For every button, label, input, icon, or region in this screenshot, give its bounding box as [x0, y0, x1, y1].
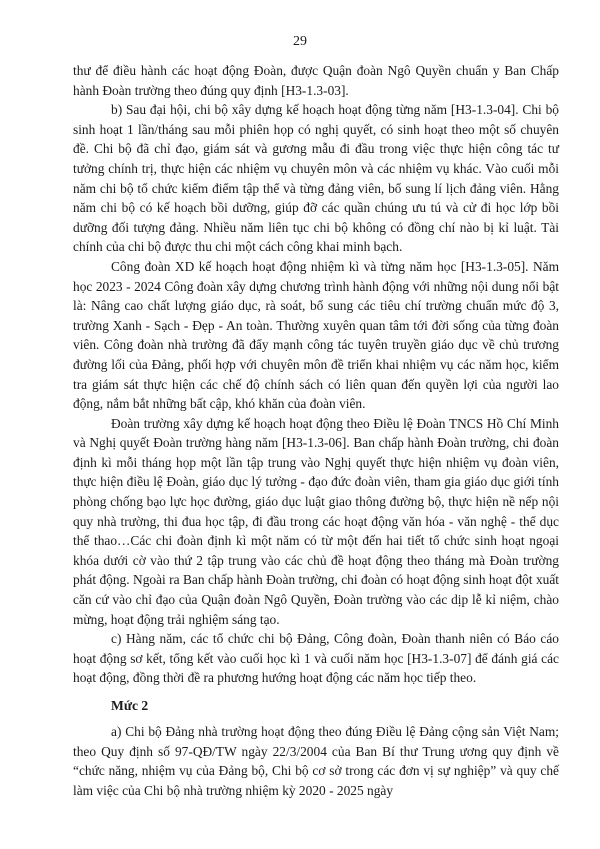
paragraph-party-charter: a) Chi bộ Đảng nhà trường hoạt động theo đúng Điều lệ Đảng cộng sản Việt Nam; theo Quy định số 97-QĐ/TW ngày 22/3/2004 của Ban Bí thư Trung ương quy định về “chức năng, nhiệm vụ của Đảng bộ, Chi bộ cơ sở trong các đơn vị sự nghiệp” và quy chế làm việc của Chi bộ nhà trường nhiệm kỳ 2020 - 2025 ngày — [73, 724, 559, 798]
paragraph-continuation: thư để điều hành các hoạt động Đoàn, được Quận đoàn Ngô Quyền chuẩn y Ban Chấp hành Đoàn trường theo đúng quy định [H3-1.3-03]. — [73, 63, 559, 98]
paragraph-youth-union: Đoàn trường xây dựng kế hoạch hoạt động theo Điều lệ Đoàn TNCS Hồ Chí Minh và Nghị quyết Đoàn trường hàng năm [H3-1.3-06]. Ban chấp hành Đoàn trường, chi đoàn định kì mỗi tháng họp một lần tập trung vào Nghị quyết thực hiện nhiệm vụ đoàn viên, thực hiện điều lệ Đoàn, giáo dục lý tưởng - đạo đức đoàn viên, tham gia giáo dục giới tính phòng chống bạo lực học đường, giáo dục luật giao thông đường bộ, thực hiện nề nếp nội quy nhà trường, thi đua học tập, đi đầu trong các hoạt động văn hóa - văn nghệ - thể dục thể thao…Các chi đoàn định kì một năm có từ một đến hai tiết tổ chức sinh hoạt ngoại khóa dưới cờ vào thứ 2 tập trung vào các chủ đề hoạt động theo tháng mà Đoàn trường phát động. Ngoài ra Ban chấp hành Đoàn trường, chi đoàn có hoạt động sinh hoạt đột xuất căn cứ vào chỉ đạo của Quận đoàn Ngô Quyền, Đoàn trường vào các dịp lễ kỉ niệm, chào mừng, hoạt động trải nghiệm sáng tạo. — [73, 415, 559, 627]
paragraph-trade-union: Công đoàn XD kế hoạch hoạt động nhiệm kì và từng năm học [H3-1.3-05]. Năm học 2023 - 2024 Công đoàn xây dựng chương trình hành động với những nội dung nổi bật là: Nâng cao chất lượng giáo dục, rà soát, bổ sung các tiêu chí trường chuẩn mức độ 3, trường Xanh - Sạch - Đẹp - An toàn. Thường xuyên quan tâm tới đời sống của từng đoàn viên. Công đoàn nhà trường đã đẩy mạnh công tác tuyên truyền giáo dục về chủ trương đường lối của Đảng, phối hợp với chuyên môn đề triển khai nhiệm vụ các năm học, kiểm tra giám sát thực hiện các chế độ chính sách có liên quan đến quyền lợi của người lao động, nắm bắt những bất cập, khó khăn của đoàn viên. — [73, 258, 559, 412]
section-heading-level-2: Mức 2 — [111, 698, 149, 713]
paragraph-annual-reports: c) Hàng năm, các tổ chức chi bộ Đảng, Công đoàn, Đoàn thanh niên có Báo cáo hoạt động sơ kết, tổng kết vào cuối học kì 1 và cuối năm học [H3-1.3-07] để đánh giá các hoạt động, đồng thời đề ra phương hướng hoạt động các năm học tiếp theo. — [73, 631, 559, 686]
paragraph-party-cell-plan: b) Sau đại hội, chi bộ xây dựng kế hoạch hoạt động từng năm [H3-1.3-04]. Chi bộ sinh hoạt 1 lần/tháng sau mỗi phiên họp có nghị quyết, có sinh hoạt theo một số chuyên đề. Chi bộ đã chỉ đạo, giám sát và gương mẫu đi đầu trong việc thực hiện công tác tư tưởng chính trị, thực hiện các nhiệm vụ chuyên môn và các nhiệm vụ khác. Vào cuối mỗi năm chi bộ tổ chức kiểm điểm tập thể và từng đảng viên, bổ sung lí lịch đảng viên. Hằng năm chi bộ có kế hoạch bồi dưỡng, giúp đỡ các quần chúng ưu tú và cử đi học lớp bồi dưỡng đối tượng đảng. Nhiều năm liên tục chi bộ không có đồng chí nào bị kỉ luật. Tài chính của chi bộ được thu chi một cách công khai minh bạch. — [73, 102, 559, 255]
page-number: 29 — [293, 34, 307, 49]
document-body — [73, 61, 559, 800]
